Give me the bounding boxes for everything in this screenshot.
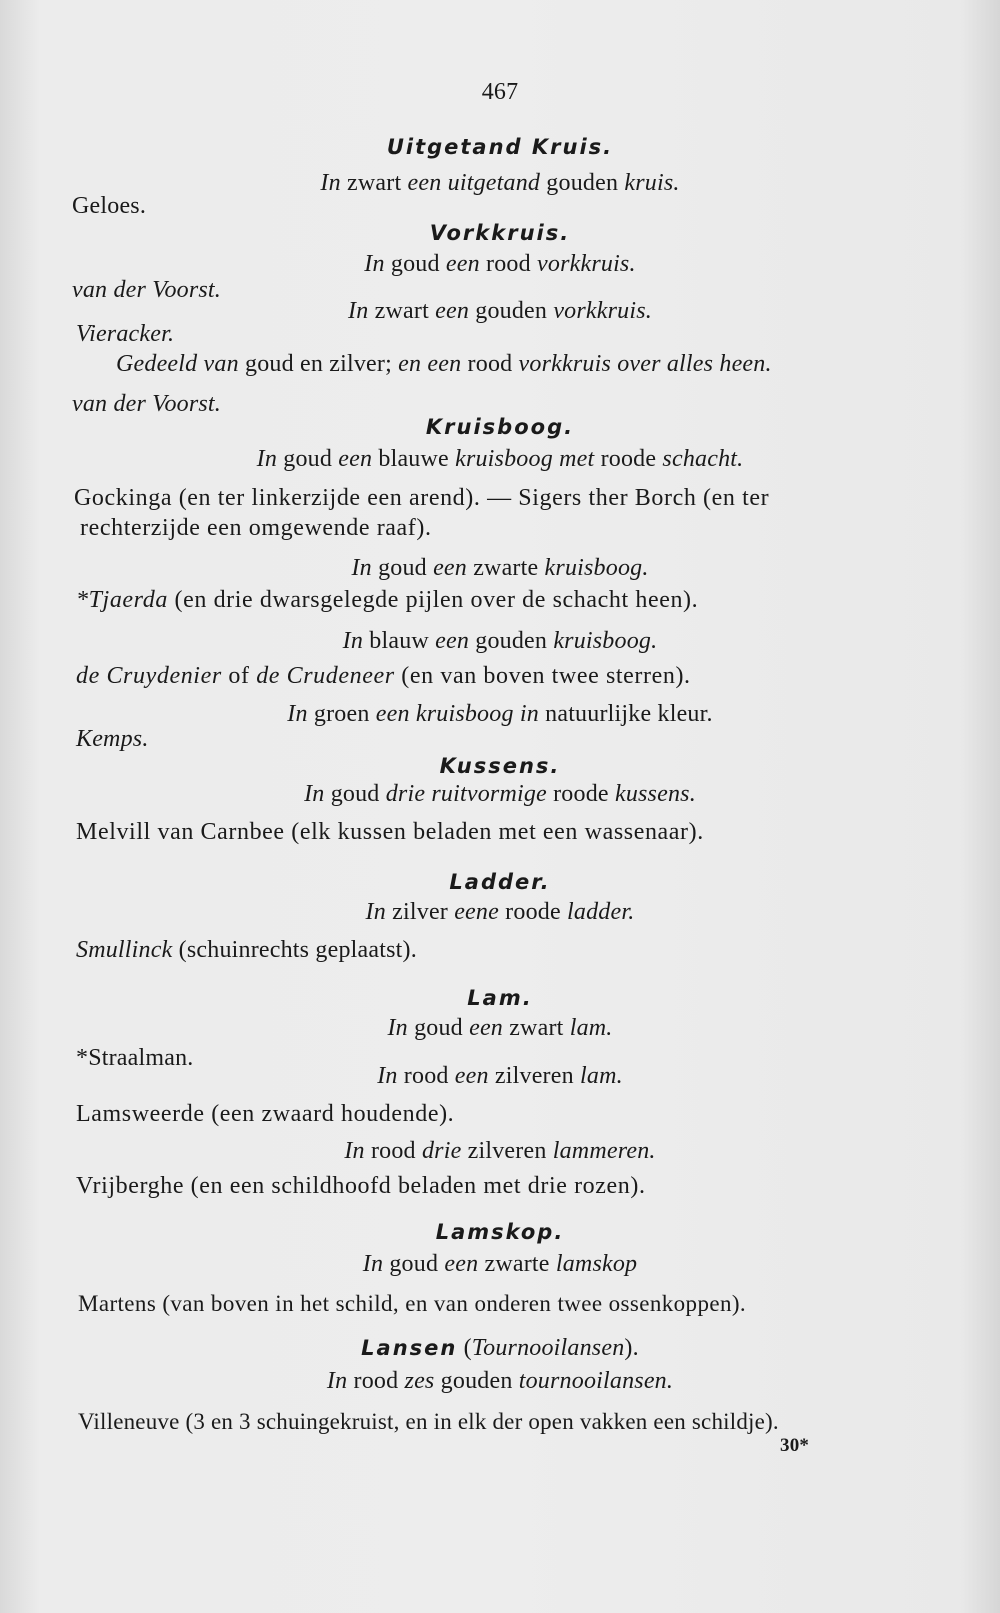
text-span: lamskop: [555, 1251, 638, 1277]
family-name: Vieracker.: [76, 321, 175, 347]
text-span: In: [348, 298, 369, 324]
text-span: en een: [398, 351, 462, 377]
text-span: een: [444, 1251, 479, 1277]
family-name: van der Voorst.: [72, 277, 221, 303]
text-span: In: [387, 1015, 408, 1041]
heading-uitgetand-kruis: Uitgetand Kruis.: [386, 135, 614, 159]
text-span: In: [362, 1251, 384, 1277]
text-span: In: [256, 446, 278, 472]
family-entry: Vrijberghe (en een schildhoofd beladen met drie rozen).: [76, 1173, 646, 1199]
text-span: Tournooilansen: [471, 1335, 625, 1361]
text-span: tournooilansen.: [518, 1368, 674, 1394]
text-span: roode: [600, 446, 657, 472]
signature-mark: 30*: [780, 1435, 810, 1456]
text-span: een: [338, 446, 373, 472]
text-span: ladder.: [567, 899, 635, 925]
text-span: een: [469, 1015, 503, 1041]
text-span: een: [433, 555, 467, 581]
text-span: groen: [313, 701, 370, 727]
text-span: vorkkruis over alles heen.: [518, 351, 772, 377]
text-span: roode: [553, 781, 609, 807]
blazon-line: [0, 898, 1000, 926]
family-entry: Melvill van Carnbee (elk kussen beladen met een wassenaar).: [76, 819, 704, 845]
text-span: lam.: [580, 1063, 623, 1089]
text-span: vorkkruis.: [537, 251, 636, 277]
text-span: zwarte: [484, 1251, 550, 1277]
text-span: blauw: [369, 628, 429, 654]
text-span: goud: [390, 251, 440, 277]
heading-lam: Lam.: [467, 986, 533, 1010]
text-span: goud: [414, 1015, 463, 1041]
text-span: zes: [404, 1368, 435, 1394]
text-span: In: [364, 251, 385, 277]
text-span: gouden: [546, 170, 619, 196]
text-span: In: [344, 1138, 365, 1164]
text-span: zwart: [374, 298, 429, 324]
family-entry: [76, 936, 417, 964]
text-span: zwart: [347, 170, 402, 196]
text-span: eene: [454, 899, 499, 925]
text-span: gouden: [475, 298, 548, 324]
blazon-line: [0, 1137, 1000, 1165]
family-entry: Martens (van boven in het schild, en van onderen twee ossenkoppen).: [78, 1291, 747, 1316]
family-name: van der Voorst.: [72, 391, 221, 417]
heading-vorkkruis: Vorkkruis.: [429, 221, 571, 245]
blazon-line: [0, 1250, 1000, 1278]
text-span: In: [351, 555, 372, 581]
text-span: schacht.: [662, 446, 744, 472]
text-span: kruis.: [624, 170, 680, 196]
text-span: natuurlijke kleur.: [545, 701, 713, 727]
text-span: In: [287, 701, 308, 727]
blazon-line: [0, 169, 1000, 197]
text-span: gouden: [440, 1368, 513, 1394]
text-span: zilver: [392, 899, 448, 925]
text-span: (schuinrechts geplaatst).: [178, 937, 417, 963]
text-span: een: [435, 628, 470, 654]
text-span: vorkkruis.: [553, 298, 652, 324]
text-span: de Crudeneer: [256, 663, 395, 689]
blazon-line: [0, 780, 1000, 808]
text-span: drie ruitvormige: [385, 781, 547, 807]
heading-lamskop: Lamskop.: [435, 1220, 565, 1244]
text-span: goud: [378, 555, 427, 581]
blazon-line: [0, 700, 1000, 728]
family-name: Kemps.: [76, 726, 149, 752]
text-span: gouden: [475, 628, 548, 654]
family-entry: Lamsweerde (een zwaard houdende).: [76, 1101, 455, 1127]
text-span: In: [304, 781, 325, 807]
blazon-line: [0, 445, 1000, 473]
family-entry: Villeneuve (3 en 3 schuingekruist, en in elk der open vakken een schildje).: [78, 1409, 779, 1434]
text-span: roode: [505, 899, 561, 925]
text-span: zilveren: [494, 1063, 574, 1089]
text-span: kruisboog.: [544, 555, 649, 581]
text-span: (en van boven twee sterren).: [401, 663, 691, 689]
text-span: kruisboog.: [553, 628, 658, 654]
text-span: een: [454, 1063, 489, 1089]
text-span: kruisboog met: [455, 446, 595, 472]
family-entry-continued: rechterzijde een omgewende raaf).: [80, 515, 432, 541]
text-span: In: [365, 899, 386, 925]
text-span: Lansen: [361, 1336, 458, 1360]
text-span: drie: [421, 1138, 462, 1164]
text-span: Gedeeld van: [116, 351, 239, 377]
text-span: lam.: [569, 1015, 613, 1041]
text-span: kussens.: [614, 781, 696, 807]
family-name: *Straalman.: [76, 1045, 194, 1071]
text-span: Smullinck: [76, 937, 173, 963]
text-span: goud: [330, 781, 380, 807]
text-span: zilveren: [467, 1138, 547, 1164]
text-span: een: [435, 298, 470, 324]
text-span: rood: [486, 251, 531, 277]
heading-lansen: [0, 1334, 1000, 1362]
blazon-line: [0, 1062, 1000, 1090]
text-span: (en drie dwarsgelegde pijlen over de schacht heen).: [174, 587, 699, 613]
heading-kruisboog: Kruisboog.: [425, 415, 575, 439]
text-span: In: [320, 170, 341, 196]
text-span: goud: [283, 446, 333, 472]
text-span: of: [228, 663, 250, 689]
family-name: Geloes.: [72, 193, 147, 219]
text-span: (: [463, 1335, 472, 1361]
blazon-line: [116, 350, 772, 378]
text-span: In: [377, 1063, 398, 1089]
text-span: lammeren.: [552, 1138, 656, 1164]
family-entry: Gockinga (en ter linkerzijde een arend). — Sigers ther Borch (en ter: [74, 485, 770, 511]
heading-ladder: Ladder.: [449, 870, 551, 894]
text-span: zwart: [509, 1015, 564, 1041]
family-entry: [76, 662, 691, 690]
text-span: een: [445, 251, 480, 277]
blazon-line: [0, 250, 1000, 278]
text-span: de Cruydenier: [76, 663, 222, 689]
text-span: In: [326, 1368, 348, 1394]
text-span: rood: [403, 1063, 449, 1089]
family-entry: [76, 586, 698, 614]
page-number: 467: [481, 79, 519, 105]
text-span: rood: [353, 1368, 399, 1394]
text-span: rood: [370, 1138, 416, 1164]
blazon-line: [0, 554, 1000, 582]
text-span: goud: [389, 1251, 439, 1277]
text-span: rood: [467, 351, 513, 377]
text-span: een kruisboog in: [375, 701, 539, 727]
text-span: *Tjaerda: [76, 587, 168, 613]
text-span: ).: [624, 1335, 639, 1361]
blazon-line: [0, 627, 1000, 655]
text-span: blauwe: [378, 446, 449, 472]
blazon-line: [0, 1014, 1000, 1042]
blazon-line: [0, 1367, 1000, 1395]
text-span: In: [342, 628, 364, 654]
text-span: zwarte: [473, 555, 539, 581]
text-span: een uitgetand: [407, 170, 541, 196]
text-span: goud en zilver;: [245, 351, 392, 377]
heading-kussens: Kussens.: [439, 754, 561, 778]
